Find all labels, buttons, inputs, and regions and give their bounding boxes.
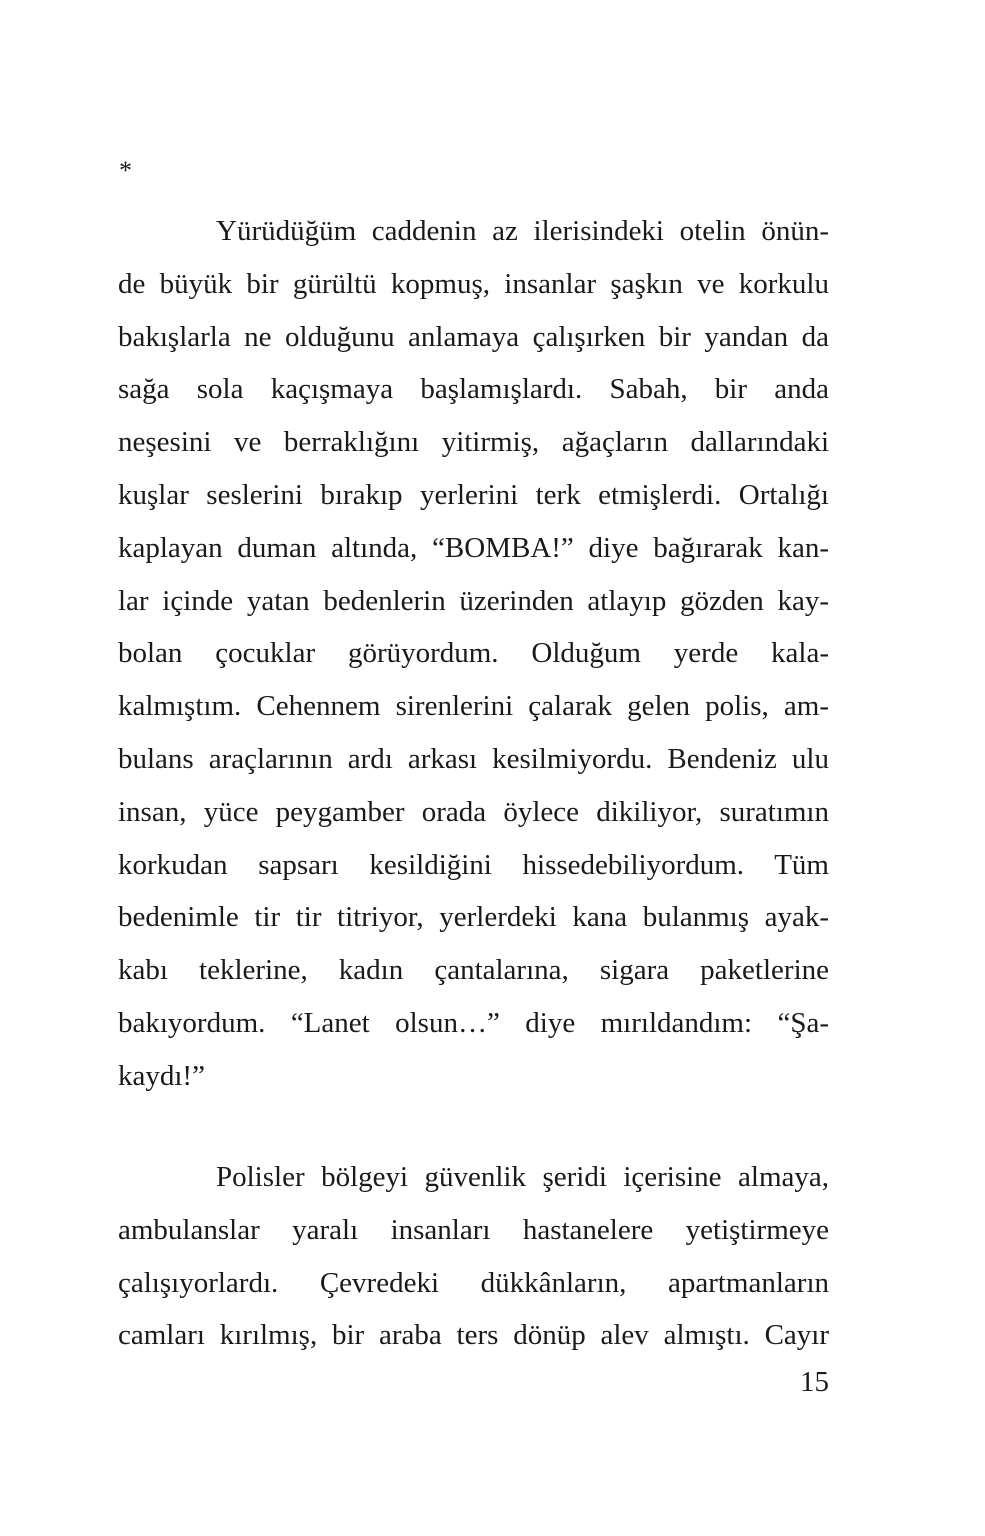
text-line: insan, yüce peygamber orada öylece dikiliyor, suratımın (118, 795, 829, 828)
page-number: 15 (800, 1366, 829, 1398)
text-line: Yürüdüğüm caddenin az ilerisindeki otelin önün- (216, 215, 829, 247)
text-line: bedenimle tir tir titriyor, yerlerdeki kana bulanmış ayak- (118, 901, 829, 934)
text-line: kaplayan duman altında, “BOMBA!” diye bağırarak kan- (118, 531, 829, 564)
text-line: ambulanslar yaralı insanları hastanelere yetiştirmeye (118, 1213, 829, 1246)
section-separator: * (119, 156, 132, 185)
text-line: neşesini ve berraklığını yitirmiş, ağaçların dallarındaki (118, 426, 829, 459)
text-line: bakıyordum. “Lanet olsun…” diye mırıldandım: “Şa- (118, 1006, 829, 1039)
text-line: bulans araçlarının ardı arkası kesilmiyordu. Bendeniz ulu (118, 742, 829, 775)
text-line: kalmıştım. Cehennem sirenlerini çalarak gelen polis, am- (118, 690, 829, 723)
paragraph-2 (118, 1151, 829, 1362)
paragraph-1 (118, 205, 829, 1103)
text-line: çalışıyorlardı. Çevredeki dükkânların, apartmanların (118, 1266, 829, 1299)
text-line: de büyük bir gürültü kopmuş, insanlar şaşkın ve korkulu (118, 267, 829, 300)
text-line: korkudan sapsarı kesildiğini hissedebiliyordum. Tüm (118, 848, 829, 881)
text-line: camları kırılmış, bir araba ters dönüp alev almıştı. Cayır (118, 1319, 829, 1352)
text-line: bakışlarla ne olduğunu anlamaya çalışırken bir yandan da (118, 320, 829, 353)
text-line: Polisler bölgeyi güvenlik şeridi içerisine almaya, (216, 1161, 829, 1193)
text-line: kabı teklerine, kadın çantalarına, sigara paketlerine (118, 954, 829, 987)
text-line: lar içinde yatan bedenlerin üzerinden atlayıp gözden kay- (118, 584, 829, 617)
text-line: sağa sola kaçışmaya başlamışlardı. Sabah, bir anda (118, 373, 829, 406)
text-line: kaydı!” (118, 1059, 205, 1092)
text-line: kuşlar seslerini bırakıp yerlerini terk etmişlerdi. Ortalığı (118, 478, 829, 511)
text-line: bolan çocuklar görüyordum. Olduğum yerde kala- (118, 637, 829, 670)
